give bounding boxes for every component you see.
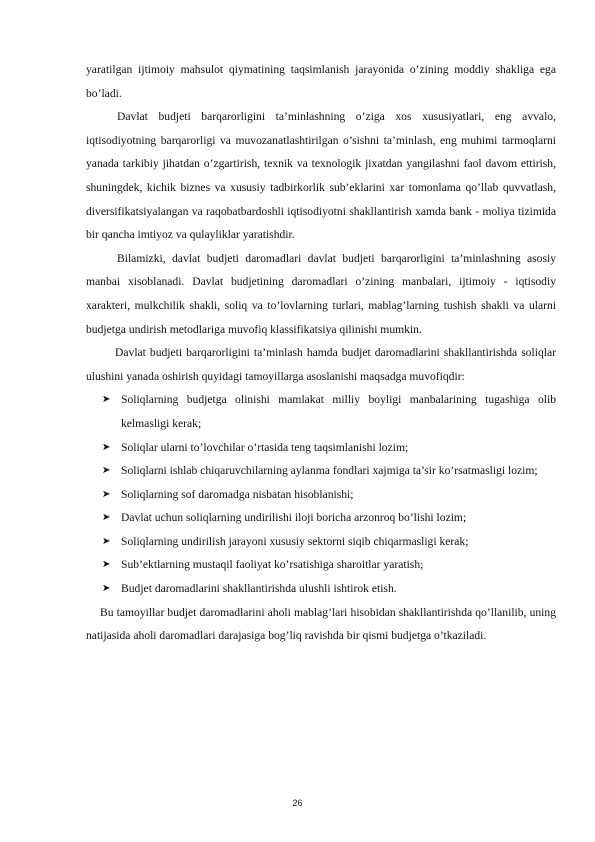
list-item	[86, 506, 556, 530]
arrow-right-icon: ➤	[102, 441, 111, 453]
list-item-text: Sub’ektlarning mustaqil faoliyat ko’rsatishiga sharoitlar yaratish;	[121, 558, 424, 572]
paragraph-budget-stability-features: Davlat budjeti barqarorligini ta’minlashning o’ziga xos xususiyatlari, eng avvalo, iqtisodiyotning barqarorligi va muvozanatlashtirilgan o’sishni ta’minlash, eng muhimi tarmoqlarni yanada tarkibiy jihatdan o’zgartirish, texnik va texnologik jixatdan yangilashni faol davom ettirish, shuningdek, kichik biznes va xususiy tadbirkorlik sub’eklarini xar tomonlama qo’llab quvvatlash, diversifikatsiyalangan va raqobatbardoshli iqtisodiyotni shakllantirish xamda bank - moliya tizimida bir qancha imtiyoz va qulayliklar yaratishdir.	[86, 110, 556, 242]
arrow-right-icon: ➤	[102, 535, 111, 547]
arrow-right-icon: ➤	[102, 488, 111, 500]
arrow-right-icon: ➤	[102, 394, 111, 406]
principles-list	[86, 388, 556, 600]
list-item	[86, 530, 556, 554]
paragraph-tax-principles-intro: Davlat budjeti barqarorligini ta’minlash hamda budjet daromadlarini shakllantirishda soliqlar ulushini yanada oshirish quyidagi tamoyillarga asoslanishi maqsadga muvofiqdir:	[86, 346, 556, 383]
document-body	[86, 58, 556, 648]
arrow-right-icon: ➤	[102, 559, 111, 571]
arrow-right-icon: ➤	[102, 583, 111, 595]
list-item-text: Davlat uchun soliqlarning undirilishi iloji boricha arzonroq bo’lishi lozim;	[121, 511, 467, 525]
paragraph-continuation: yaratilgan ijtimoiy mahsulot qiymatining taqsimlanish jarayonida o’zining moddiy shakliga ega bo’ladi.	[86, 63, 556, 100]
list-item-text: Soliqlarni ishlab chiqaruvchilarning aylanma fondlari xajmiga ta’sir ko’rsatmasligi lozim;	[121, 464, 538, 478]
paragraph-budget-revenues: Bilamizki, davlat budjeti daromadlari davlat budjeti barqarorligini ta’minlashning asosiy manbai xisoblanadi. Davlat budjetining daromadlari o’zining manbalari, ijtimoiy - iqtisodiy xarakteri, mulkchilik shakli, soliq va to’lovlarning turlari, mablag’larning tushish shakli va ularni budjetga undirish metodlariga muvofiq klassifikatsiya qilinishi mumkin.	[86, 251, 556, 336]
list-item	[86, 553, 556, 577]
list-item-text: Soliqlar ularni to’lovchilar o’rtasida teng taqsimlanishi lozim;	[121, 440, 409, 454]
list-item	[86, 459, 556, 483]
list-item-text: Soliqlarning undirilish jarayoni xususiy sektorni siqib chiqarmasligi kerak;	[121, 534, 469, 548]
list-item-text: Soliqlarning budjetga olinishi mamlakat milliy boyligi manbalarining tugashiga olib kelmasligi kerak;	[121, 393, 556, 430]
arrow-right-icon: ➤	[102, 465, 111, 477]
list-item-text: Budjet daromadlarini shakllantirishda ulushli ishtirok etish.	[121, 582, 397, 596]
page-number: 26	[292, 798, 303, 808]
list-item	[86, 388, 556, 435]
paragraph-principles-conclusion: Bu tamoyillar budjet daromadlarini aholi mablag’lari hisobidan shakllantirishda qo’llanilib, uning natijasida aholi daromadlari darajasiga bog’liq ravishda bir qismi budjetga o’tkaziladi.	[86, 605, 556, 643]
arrow-right-icon: ➤	[102, 512, 111, 524]
list-item-text: Soliqlarning sof daromadga nisbatan hisoblanishi;	[121, 487, 354, 501]
list-item	[86, 483, 556, 507]
list-item	[86, 436, 556, 460]
list-item	[86, 577, 556, 601]
